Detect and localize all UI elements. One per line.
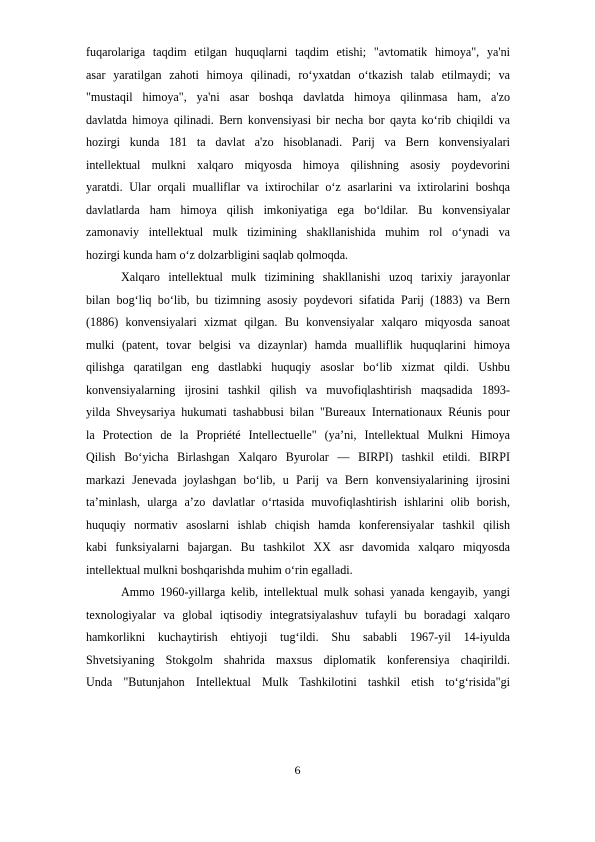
page-number: 6 [294, 763, 301, 777]
text-line: Shvetsiyaning Stokgolm shahrida maxsus diplomatik konferensiya chaqirildi. [86, 652, 510, 667]
text-line: bilan bog‘liq bo‘lib, bu tizimning asosiy poydevori sifatida Parij (1883) va Bern [86, 292, 510, 307]
text-line: konvensiyalarning ijrosini tashkil qilish va muvofiqlashtirish maqsadida 1893- [86, 382, 510, 397]
text-line: intellektual mulkni boshqarishda muhim o‘rin egalladi. [86, 562, 353, 577]
paragraph [86, 266, 510, 581]
text-line: hamkorlikni kuchaytirish ehtiyoji tug‘ildi. Shu sababli 1967-yil 14-iyulda [86, 630, 510, 644]
text-line: ta’minlash, ularga a’zo davlatlar o‘rtasida muvofiqlashtirish ishlarini olib borish, [86, 495, 510, 509]
text-line: davlatlarda ham himoya qilish imkoniyatiga ega bo‘ldilar. Bu konvensiyalar [86, 202, 510, 217]
text-line: yaratdi. Ular orqali mualliflar va ixtirochilar o‘z asarlarini va ixtirolarini boshqa [86, 180, 510, 194]
text-line: kabi funksiyalarni bajargan. Bu tashkilot XX asr davomida xalqaro miqyosda [86, 540, 510, 554]
text-line: la Protection de la Propriété Intellectuelle" (ya’ni, Intellektual Mulkni Himoya [86, 427, 510, 442]
text-line: Qilish Bo‘yicha Birlashgan Xalqaro Byurolar — BIRPI) tashkil etildi. BIRPI [86, 450, 510, 464]
text-line: intellektual mulkni xalqaro miqyosda himoya qilishning asosiy poydevorini [86, 157, 510, 172]
text-line: huquqiy normativ asoslarni ishlab chiqish hamda konferensiyalar tashkil qilish [86, 517, 510, 532]
text-line: yilda Shveysariya hukumati tashabbusi bilan "Bureaux Internationaux Réunis pour [86, 405, 510, 419]
body-text [86, 41, 510, 694]
text-line: zamonaviy intellektual mulk tizimining shakllanishida muhim rol o‘ynadi va [86, 225, 510, 239]
text-line: hozirgi kunda 181 ta davlat a'zo hisoblanadi. Parij va Bern konvensiyalari [86, 135, 510, 149]
paragraph [86, 41, 510, 266]
text-line: hozirgi kunda ham o‘z dolzarbligini saqlab qolmoqda. [86, 247, 349, 262]
paragraph [86, 581, 510, 694]
text-line: texnologiyalar va global iqtisodiy integratsiyalashuv tufayli bu boradagi xalqaro [86, 607, 510, 622]
text-line: mulki (patent, tovar belgisi va dizaynlar) hamda mualliflik huquqlarini himoya [86, 337, 510, 352]
text-line: markazi Jenevada joylashgan bo‘lib, u Parij va Bern konvensiyalarining ijrosini [86, 472, 510, 487]
text-line: Ammo 1960-yillarga kelib, intellektual mulk sohasi yanada kengayib, yangi [121, 585, 510, 599]
text-line: (1886) konvensiyalari xizmat qilgan. Bu konvensiyalar xalqaro miqyosda sanoat [86, 315, 510, 329]
text-line: Unda "Butunjahon Intellektual Mulk Tashkilotini tashkil etish to‘g‘risida"gi [86, 675, 510, 689]
text-line: qilishga qaratilgan eng dastlabki huquqiy asoslar bo‘lib xizmat qildi. Ushbu [86, 360, 510, 374]
text-line: davlatda himoya qilinadi. Bern konvensiyasi bir necha bor qayta ko‘rib chiqildi va [86, 112, 510, 127]
text-line: "mustaqil himoya", ya'ni asar boshqa davlatda himoya qilinmasa ham, a'zo [86, 90, 510, 104]
text-line: fuqarolariga taqdim etilgan huquqlarni taqdim etishi; "avtomatik himoya", ya'ni [86, 45, 510, 59]
text-line: asar yaratilgan zahoti himoya qilinadi, ro‘yxatdan o‘tkazish talab etilmaydi; va [86, 67, 510, 82]
text-line: Xalqaro intellektual mulk tizimining shakllanishi uzoq tarixiy jarayonlar [121, 270, 510, 284]
